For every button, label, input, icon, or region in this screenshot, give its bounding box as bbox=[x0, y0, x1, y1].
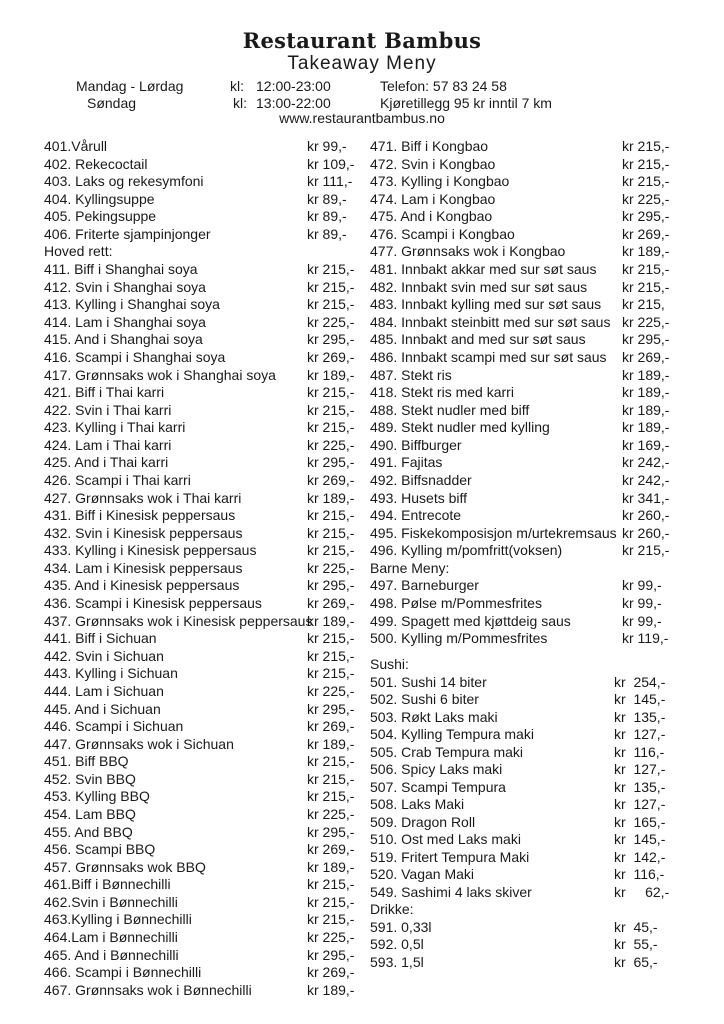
menu-item bbox=[44, 770, 355, 789]
menu-item-price: kr 215,- bbox=[307, 753, 355, 770]
menu-item-price: kr 45,- bbox=[614, 918, 658, 935]
menu-item-name: 509. Dragon Roll bbox=[370, 813, 476, 830]
menu-item bbox=[370, 524, 670, 543]
hours-time-weekday: 12:00-23:00 bbox=[256, 78, 331, 94]
menu-item-name: 549. Sashimi 4 laks skiver bbox=[370, 883, 532, 900]
menu-item-name: 464.Lam i Bønnechilli bbox=[44, 929, 178, 946]
menu-item bbox=[44, 647, 355, 666]
menu-item-price: kr 225,- bbox=[622, 313, 670, 330]
menu-item-name: 467. Grønnsaks wok i Bønnechilli bbox=[44, 981, 252, 998]
menu-item bbox=[370, 401, 670, 420]
menu-item-name: 488. Stekt nudler med biff bbox=[370, 401, 530, 418]
menu-item bbox=[370, 243, 670, 261]
menu-item-name: 483. Innbakt kylling med sur søt saus bbox=[370, 296, 602, 313]
menu-item bbox=[44, 173, 353, 191]
menu-item bbox=[44, 436, 355, 455]
menu-item-price: kr 215,- bbox=[307, 788, 355, 805]
menu-item-name: 472. Svin i Kongbao bbox=[370, 155, 496, 172]
menu-item-name: 520. Vagan Maki bbox=[370, 866, 475, 882]
menu-item-price: kr 127,- bbox=[614, 761, 666, 777]
menu-item bbox=[370, 190, 670, 209]
menu-item bbox=[44, 577, 355, 595]
menu-item-name: 455. And BBQ bbox=[44, 823, 133, 840]
menu-item-name: 500. Kylling m/Pommesfrites bbox=[370, 630, 548, 647]
menu-item-price: kr 295,- bbox=[622, 331, 670, 348]
menu-item-name: 461.Biff i Bønnechilli bbox=[44, 876, 171, 893]
menu-item bbox=[370, 577, 662, 595]
menu-item-name: 490. Biffburger bbox=[370, 436, 462, 453]
menu-item bbox=[44, 155, 355, 174]
menu-item-price: kr 65,- bbox=[614, 953, 658, 970]
menu-item-name: 473. Kylling i Kongbao bbox=[370, 173, 510, 190]
menu-item-price: kr 215,- bbox=[307, 524, 355, 541]
menu-item bbox=[44, 471, 355, 490]
menu-item-price: kr 189,- bbox=[307, 735, 355, 752]
menu-item-price: kr 215,- bbox=[307, 665, 355, 682]
menu-item-price: kr 215,- bbox=[622, 173, 670, 190]
menu-item bbox=[370, 489, 670, 508]
menu-item-price: kr 142,- bbox=[614, 848, 666, 865]
menu-item bbox=[44, 929, 355, 947]
menu-item-price: kr 225,- bbox=[307, 805, 355, 822]
menu-item-price: kr 109,- bbox=[307, 155, 355, 172]
menu-item-name: 491. Fajitas bbox=[370, 454, 443, 471]
menu-item-price: kr 189,- bbox=[622, 366, 670, 383]
menu-item-price: kr 215,- bbox=[307, 630, 355, 647]
menu-item-price: kr 55,- bbox=[614, 936, 658, 952]
menu-item-price: kr 135,- bbox=[614, 778, 666, 795]
menu-item-price: kr 116,- bbox=[614, 743, 665, 760]
menu-item-price: kr 295,- bbox=[307, 700, 355, 717]
menu-item-name: 471. Biff i Kongbao bbox=[370, 138, 489, 154]
menu-item-price: kr 189,- bbox=[307, 612, 355, 629]
menu-item bbox=[370, 507, 670, 525]
phone-number: Telefon: 57 83 24 58 bbox=[380, 78, 507, 94]
menu-item-name: 453. Kylling BBQ bbox=[44, 788, 150, 805]
menu-item bbox=[44, 876, 355, 894]
menu-item-name: 425. And i Thai karri bbox=[44, 454, 169, 471]
section-heading: Drikke: bbox=[370, 901, 414, 917]
menu-item-name: 432. Svin i Kinesisk peppersaus bbox=[44, 524, 243, 541]
menu-item-name: 436. Scampi i Kinesisk peppersaus bbox=[44, 595, 262, 612]
menu-item-name: 485. Innbakt and med sur søt saus bbox=[370, 331, 586, 348]
menu-item-price: kr 269,- bbox=[307, 348, 355, 365]
menu-item-name: 402. Rekecoctail bbox=[44, 155, 148, 172]
menu-item bbox=[370, 542, 670, 560]
menu-item bbox=[44, 788, 355, 806]
menu-item-name: 415. And i Shanghai soya bbox=[44, 331, 203, 348]
menu-item bbox=[370, 208, 670, 226]
menu-item-price: kr 189,- bbox=[307, 366, 355, 383]
menu-item-name: 486. Innbakt scampi med sur søt saus bbox=[370, 348, 607, 365]
menu-item-name: 442. Svin i Sichuan bbox=[44, 647, 164, 664]
menu-item bbox=[370, 866, 665, 884]
menu-item-name: 507. Scampi Tempura bbox=[370, 778, 506, 795]
menu-item bbox=[370, 173, 670, 191]
menu-item bbox=[44, 665, 355, 683]
menu-item-price: kr 295,- bbox=[307, 823, 355, 840]
menu-item-price: kr 99,- bbox=[622, 595, 662, 612]
menu-item-price: kr 89,- bbox=[307, 190, 347, 207]
menu-item bbox=[370, 953, 658, 972]
menu-item-name: 422. Svin i Thai karri bbox=[44, 401, 172, 418]
menu-item bbox=[370, 384, 670, 402]
menu-item-price: kr 111,- bbox=[307, 173, 353, 190]
menu-item bbox=[44, 225, 347, 244]
menu-item-name: 477. Grønnsaks wok i Kongbao bbox=[370, 243, 566, 260]
menu-item-name: 412. Svin i Shanghai soya bbox=[44, 278, 206, 295]
hours-kl-sunday: kl: bbox=[233, 95, 247, 111]
menu-item-name: 441. Biff i Sichuan bbox=[44, 630, 157, 647]
menu-item-price: kr 295,- bbox=[307, 454, 355, 471]
menu-item bbox=[370, 348, 670, 367]
menu-item-price: kr 215,- bbox=[307, 911, 355, 928]
menu-item bbox=[370, 883, 670, 902]
menu-item-price: kr 225,- bbox=[307, 682, 355, 699]
menu-item bbox=[44, 401, 355, 420]
menu-item-price: kr 127,- bbox=[614, 726, 666, 742]
menu-item bbox=[370, 673, 666, 692]
sushi-drinks-section bbox=[370, 656, 670, 971]
menu-item-price: kr 215, bbox=[622, 296, 665, 313]
menu-item-name: 493. Husets biff bbox=[370, 489, 468, 506]
menu-item-name: 508. Laks Maki bbox=[370, 796, 465, 812]
restaurant-title: Restaurant Bambus bbox=[242, 28, 482, 53]
menu-item-name: 498. Pølse m/Pommesfrites bbox=[370, 595, 542, 612]
menu-item bbox=[44, 419, 355, 437]
menu-item-price: kr 215,- bbox=[622, 278, 670, 295]
menu-right-column bbox=[370, 138, 670, 648]
menu-item bbox=[44, 331, 355, 349]
menu-item-name: 591. 0,33l bbox=[370, 918, 432, 935]
menu-item bbox=[44, 964, 355, 982]
menu-item-price: kr 215,- bbox=[307, 261, 355, 278]
menu-item-price: kr 225,- bbox=[307, 559, 355, 576]
menu-item bbox=[44, 348, 355, 367]
menu-item bbox=[370, 595, 662, 613]
menu-item-name: 452. Svin BBQ bbox=[44, 770, 136, 787]
menu-subtitle: Takeaway Meny bbox=[287, 53, 437, 74]
menu-item bbox=[370, 471, 670, 490]
menu-item bbox=[370, 278, 670, 297]
menu-item bbox=[44, 612, 355, 631]
menu-item bbox=[44, 313, 355, 332]
menu-item bbox=[44, 911, 355, 929]
menu-item-name: 405. Pekingsuppe bbox=[44, 208, 157, 225]
menu-item-name: 476. Scampi i Kongbao bbox=[370, 225, 515, 242]
menu-item bbox=[44, 384, 355, 402]
menu-item-name: 443. Kylling i Sichuan bbox=[44, 665, 178, 682]
menu-item-price: kr 127,- bbox=[614, 796, 666, 812]
menu-item-price: kr 225,- bbox=[307, 929, 355, 946]
menu-item-name: 504. Kylling Tempura maki bbox=[370, 726, 534, 742]
menu-item bbox=[44, 278, 355, 297]
menu-item bbox=[44, 823, 355, 842]
menu-item-price: kr 215,- bbox=[307, 401, 355, 418]
menu-item-name: 466. Scampi i Bønnechilli bbox=[44, 964, 202, 981]
menu-item-name: 447. Grønnsaks wok i Sichuan bbox=[44, 735, 234, 752]
menu-item-name: 433. Kylling i Kinesisk peppersaus bbox=[44, 542, 257, 559]
menu-item-name: 416. Scampi i Shanghai soya bbox=[44, 348, 226, 365]
menu-item-price: kr 215,- bbox=[307, 647, 355, 664]
menu-item-name: 421. Biff i Thai karri bbox=[44, 384, 165, 401]
menu-item-price: kr 189,- bbox=[622, 401, 670, 418]
menu-item-price: kr 269,- bbox=[307, 841, 355, 858]
menu-item-name: 489. Stekt nudler med kylling bbox=[370, 419, 550, 436]
menu-item-name: 413. Kylling i Shanghai soya bbox=[44, 296, 220, 313]
menu-item bbox=[370, 225, 670, 244]
menu-item-price: kr 242,- bbox=[622, 454, 670, 471]
menu-item-price: kr 189,- bbox=[622, 243, 670, 260]
menu-item bbox=[44, 296, 355, 314]
menu-item bbox=[370, 155, 670, 174]
menu-item bbox=[370, 848, 666, 867]
menu-item-price: kr 260,- bbox=[622, 524, 670, 541]
menu-item-name: 593. 1,5l bbox=[370, 953, 424, 970]
menu-item-name: 474. Lam i Kongbao bbox=[370, 190, 496, 207]
menu-item-name: 506. Spicy Laks maki bbox=[370, 761, 503, 777]
menu-item bbox=[370, 936, 658, 954]
menu-item-price: kr 215,- bbox=[307, 419, 355, 436]
menu-item-price: kr 225,- bbox=[622, 190, 670, 207]
menu-item-price: kr 62,- bbox=[614, 883, 670, 900]
menu-item-price: kr 215,- bbox=[307, 893, 355, 910]
menu-item-price: kr 295,- bbox=[307, 331, 355, 348]
menu-item-price: kr 269,- bbox=[307, 718, 355, 735]
menu-item-price: kr 119,- bbox=[622, 630, 669, 647]
menu-item bbox=[370, 436, 670, 455]
menu-item-price: kr 99,- bbox=[622, 612, 662, 629]
menu-item bbox=[44, 208, 347, 226]
section-heading: Hoved rett: bbox=[44, 243, 113, 260]
hours-days-sunday: Søndag bbox=[87, 95, 137, 111]
section-heading: Barne Meny: bbox=[370, 559, 450, 576]
menu-item-price: kr 215,- bbox=[307, 770, 355, 787]
menu-item-name: 492. Biffsnadder bbox=[370, 471, 472, 488]
hours-kl-weekday: kl: bbox=[230, 78, 244, 94]
menu-item-price: kr 89,- bbox=[307, 208, 347, 225]
menu-item-price: kr 295,- bbox=[307, 577, 355, 594]
menu-item bbox=[44, 261, 355, 279]
menu-item-price: kr 189,- bbox=[622, 419, 670, 436]
menu-item bbox=[370, 261, 670, 279]
menu-item-name: 501. Sushi 14 biter bbox=[370, 673, 487, 690]
menu-item bbox=[44, 946, 355, 965]
menu-item-name: 487. Stekt ris bbox=[370, 366, 452, 383]
menu-item-name: 497. Barneburger bbox=[370, 577, 479, 594]
menu-item-price: kr 225,- bbox=[307, 313, 355, 330]
menu-item-price: kr 269,- bbox=[622, 225, 670, 242]
menu-item bbox=[370, 813, 666, 832]
menu-item-price: kr 269,- bbox=[622, 348, 670, 365]
menu-item-price: kr 254,- bbox=[614, 673, 666, 690]
menu-item-name: 434. Lam i Kinesisk peppersaus bbox=[44, 559, 243, 576]
menu-item-price: kr 269,- bbox=[307, 595, 355, 612]
menu-item-price: kr 89,- bbox=[307, 225, 347, 242]
menu-item-name: 481. Innbakt akkar med sur søt saus bbox=[370, 261, 597, 278]
menu-item bbox=[370, 796, 666, 814]
menu-item-price: kr 225,- bbox=[307, 436, 355, 453]
menu-item-name: 519. Fritert Tempura Maki bbox=[370, 848, 530, 865]
menu-item-name: 426. Scampi i Thai karri bbox=[44, 471, 191, 488]
menu-item-name: 463.Kylling i Bønnechilli bbox=[44, 911, 192, 928]
menu-item bbox=[370, 138, 670, 156]
menu-item-price: kr 99,- bbox=[622, 577, 662, 594]
menu-item-name: 417. Grønnsaks wok i Shanghai soya bbox=[44, 366, 276, 383]
menu-item-name: 446. Scampi i Sichuan bbox=[44, 718, 184, 735]
menu-item bbox=[44, 524, 355, 543]
menu-item-name: 456. Scampi BBQ bbox=[44, 841, 156, 858]
menu-item-price: kr 215,- bbox=[307, 542, 355, 559]
menu-item-name: 499. Spagett med kjøttdeig saus bbox=[370, 612, 571, 629]
menu-item-name: 484. Innbakt steinbitt med sur søt saus bbox=[370, 313, 611, 330]
menu-item-name: 445. And i Sichuan bbox=[44, 700, 161, 717]
menu-item-price: kr 99,- bbox=[307, 138, 347, 154]
menu-item-price: kr 295,- bbox=[307, 946, 355, 963]
menu-item-name: 423. Kylling i Thai karri bbox=[44, 419, 186, 436]
menu-item bbox=[370, 419, 670, 437]
menu-item-name: 454. Lam BBQ bbox=[44, 805, 136, 822]
menu-item bbox=[370, 831, 666, 849]
menu-item-price: kr 269,- bbox=[307, 471, 355, 488]
menu-item-price: kr 215,- bbox=[307, 296, 355, 313]
menu-item-price: kr 215,- bbox=[307, 384, 355, 401]
menu-item bbox=[44, 630, 355, 648]
menu-item bbox=[370, 918, 658, 937]
menu-item-price: kr 189,- bbox=[622, 384, 670, 401]
menu-item-name: 502. Sushi 6 biter bbox=[370, 691, 479, 707]
menu-item-price: kr 242,- bbox=[622, 471, 670, 488]
menu-item-name: 451. Biff BBQ bbox=[44, 753, 129, 770]
menu-item bbox=[370, 296, 665, 314]
menu-item bbox=[44, 700, 355, 719]
hours-time-sunday: 13:00-22:00 bbox=[256, 95, 331, 111]
menu-item-name: 462.Svin i Bønnechilli bbox=[44, 893, 178, 910]
menu-item-name: 435. And i Kinesisk peppersaus bbox=[44, 577, 240, 594]
website-link[interactable]: www.restaurantbambus.no bbox=[279, 110, 445, 126]
menu-item-price: kr 145,- bbox=[614, 691, 666, 707]
menu-item bbox=[370, 743, 665, 762]
menu-item bbox=[370, 454, 670, 472]
menu-item-name: 505. Crab Tempura maki bbox=[370, 743, 524, 760]
menu-item-name: 510. Ost med Laks maki bbox=[370, 831, 521, 847]
menu-item-name: 424. Lam i Thai karri bbox=[44, 436, 172, 453]
menu-item bbox=[44, 138, 347, 156]
menu-item bbox=[370, 708, 666, 727]
menu-item bbox=[44, 735, 355, 754]
menu-item-name: 401.Vårull bbox=[44, 138, 108, 154]
menu-item bbox=[370, 331, 670, 349]
menu-item bbox=[44, 489, 355, 508]
menu-item bbox=[44, 507, 355, 525]
menu-item-name: 437. Grønnsaks wok i Kinesisk peppersaus bbox=[44, 612, 313, 629]
menu-item-price: kr 215,- bbox=[307, 507, 355, 524]
menu-item bbox=[370, 313, 670, 332]
menu-item bbox=[44, 595, 355, 613]
menu-item bbox=[44, 893, 355, 912]
menu-item-price: kr 189,- bbox=[307, 858, 355, 875]
menu-item-name: 482. Innbakt svin med sur søt saus bbox=[370, 278, 588, 295]
delivery-fee: Kjøretillegg 95 kr inntil 7 km bbox=[380, 95, 552, 111]
menu-item-name: 494. Entrecote bbox=[370, 507, 462, 524]
menu-item bbox=[370, 761, 666, 779]
menu-item-price: kr 341,- bbox=[622, 489, 670, 506]
menu-item bbox=[44, 981, 355, 1000]
menu-item-price: kr 215,- bbox=[307, 876, 355, 893]
menu-item-name: 418. Stekt ris med karri bbox=[370, 384, 514, 401]
menu-left-column bbox=[44, 138, 355, 999]
menu-item-name: 495. Fiskekomposisjon m/urtekremsaus bbox=[370, 524, 617, 541]
menu-item bbox=[370, 726, 666, 744]
menu-item bbox=[370, 691, 666, 709]
menu-item bbox=[44, 190, 347, 209]
menu-item bbox=[44, 559, 355, 578]
menu-item-price: kr 215,- bbox=[622, 155, 670, 172]
menu-item-price: kr 215,- bbox=[622, 261, 670, 278]
menu-item bbox=[44, 542, 355, 560]
menu-item-name: 465. And i Bønnechilli bbox=[44, 946, 179, 963]
menu-item-name: 592. 0,5l bbox=[370, 936, 424, 952]
section-heading: Sushi: bbox=[370, 656, 409, 672]
menu-item-name: 431. Biff i Kinesisk peppersaus bbox=[44, 507, 236, 524]
menu-item bbox=[44, 753, 355, 771]
menu-item-name: 457. Grønnsaks wok BBQ bbox=[44, 858, 206, 875]
menu-item-price: kr 215,- bbox=[307, 278, 355, 295]
menu-item-name: 503. Røkt Laks maki bbox=[370, 708, 498, 725]
menu-item-name: 403. Laks og rekesymfoni bbox=[44, 173, 204, 190]
menu-item-name: 411. Biff i Shanghai soya bbox=[44, 261, 198, 278]
menu-item bbox=[370, 612, 662, 631]
menu-item bbox=[44, 858, 355, 877]
menu-item-price: kr 260,- bbox=[622, 507, 670, 524]
menu-item-name: 406. Friterte sjampinjonger bbox=[44, 225, 211, 242]
menu-item-price: kr 135,- bbox=[614, 708, 666, 725]
menu-item bbox=[44, 841, 355, 859]
menu-item bbox=[370, 630, 669, 648]
menu-item-name: 444. Lam i Sichuan bbox=[44, 682, 164, 699]
menu-item-price: kr 116,- bbox=[614, 866, 665, 882]
menu-item-price: kr 145,- bbox=[614, 831, 666, 847]
hours-days-weekday: Mandag - Lørdag bbox=[76, 78, 184, 94]
menu-item-price: kr 165,- bbox=[614, 813, 666, 830]
menu-item bbox=[44, 454, 355, 472]
menu-item bbox=[44, 682, 355, 701]
menu-item bbox=[44, 718, 355, 736]
menu-item-name: 427. Grønnsaks wok i Thai karri bbox=[44, 489, 242, 506]
menu-item-price: kr 169,- bbox=[622, 436, 670, 453]
menu-item-price: kr 295,- bbox=[622, 208, 670, 225]
menu-item bbox=[370, 366, 670, 385]
menu-item-name: 404. Kyllingsuppe bbox=[44, 190, 155, 207]
menu-item bbox=[370, 778, 666, 797]
menu-item-price: kr 215,- bbox=[622, 138, 670, 154]
menu-item bbox=[44, 366, 355, 385]
menu-item-name: 475. And i Kongbao bbox=[370, 208, 493, 225]
menu-item-name: 414. Lam i Shanghai soya bbox=[44, 313, 206, 330]
menu-item-price: kr 269,- bbox=[307, 964, 355, 981]
menu-item-name: 496. Kylling m/pomfritt(voksen) bbox=[370, 542, 563, 559]
menu-item-price: kr 189,- bbox=[307, 981, 355, 998]
menu-item-price: kr 189,- bbox=[307, 489, 355, 506]
menu-item bbox=[44, 805, 355, 824]
menu-item-price: kr 215,- bbox=[622, 542, 670, 559]
